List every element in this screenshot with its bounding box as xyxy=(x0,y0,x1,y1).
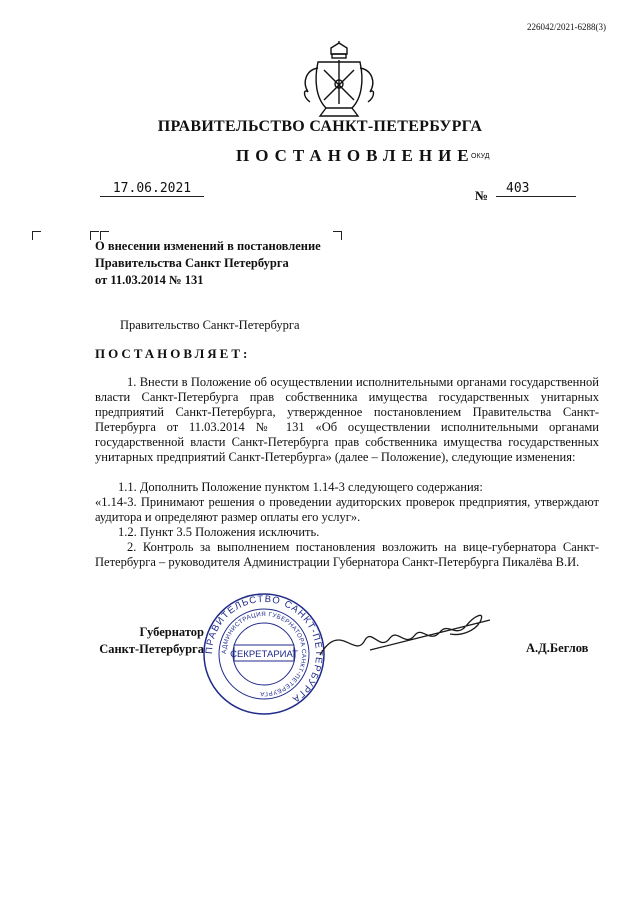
decree-date: 17.06.2021 xyxy=(100,181,204,197)
subject-line-3: от 11.03.2014 № 131 xyxy=(95,273,204,287)
intro-text: Правительство Санкт-Петербурга xyxy=(120,318,300,332)
subject-line-2: Правительства Санкт Петербурга xyxy=(95,256,289,270)
corner-mark-subject-right xyxy=(333,231,342,240)
signatory-title-line-2: Санкт-Петербурга xyxy=(99,642,204,656)
signatory-name: А.Д.Беглов xyxy=(526,641,589,655)
paragraph-1-1: 1.1. Дополнить Положение пунктом 1.14-3 следующего содержания: xyxy=(118,480,483,494)
paragraph-1-2: 1.2. Пункт 3.5 Положения исключить. xyxy=(118,525,320,539)
paragraph-1-14-3: «1.14-3. Принимают решения о проведении аудиторских проверок предприятия, утверждают аудитора и определяют размер оплаты его услуг». xyxy=(95,495,599,524)
stamp-center-text: СЕКРЕТАРИАТ xyxy=(230,649,298,660)
decree-number xyxy=(496,181,576,197)
signatory-title-line-1: Губернатор xyxy=(139,625,204,639)
decree-title: ПОСТАНОВЛЕНИЕ xyxy=(236,146,475,165)
signatory-title xyxy=(96,624,204,658)
stamp-outer-text: ПРАВИТЕЛЬСТВО САНКТ-ПЕТЕРБУРГА xyxy=(203,593,325,706)
subject-line-1: О внесении изменений в постановление xyxy=(95,239,321,253)
handwritten-signature xyxy=(310,600,500,670)
government-title: ПРАВИТЕЛЬСТВО САНКТ-ПЕТЕРБУРГА xyxy=(157,118,483,135)
stamp-inner-text: АДМИНИСТРАЦИЯ ГУБЕРНАТОРА САНКТ-ПЕТЕРБУРГА xyxy=(220,610,308,698)
decrees-heading: ПОСТАНОВЛЯЕТ: xyxy=(95,346,251,361)
number-sign: № xyxy=(475,188,489,203)
decree-number-value: 403 xyxy=(506,181,530,196)
paragraph-2: 2. Контроль за выполнением постановления возложить на вице-губернатора Санкт-Петербурга – руководителя Администрации Губернатора Санкт-Петербурга Пикалёва В.И. xyxy=(95,540,599,569)
document-code: 226042/2021-6288(3) xyxy=(527,22,606,32)
st-petersburg-coat-of-arms-icon xyxy=(296,40,382,118)
paragraph-1: 1. Внести в Положение об осуществлении исполнительными органами государственной власти Санкт-Петербурга прав собственника имущества государственных унитарных предприятий Санкт-Петербурга, утвержденное постановлением Правительства Санкт-Петербурга от 11.03.2014 № 131 «Об осуществлении исполнительными органами государственной власти Санкт-Петербурга прав собственника имущества государственных унитарных предприятий Санкт-Петербурга» (далее – Положение), следующие изменения: xyxy=(95,375,599,464)
corner-mark-left xyxy=(32,231,41,240)
official-stamp xyxy=(200,590,328,718)
okud-label: ОКУД xyxy=(471,153,490,160)
subject-block xyxy=(95,238,321,289)
